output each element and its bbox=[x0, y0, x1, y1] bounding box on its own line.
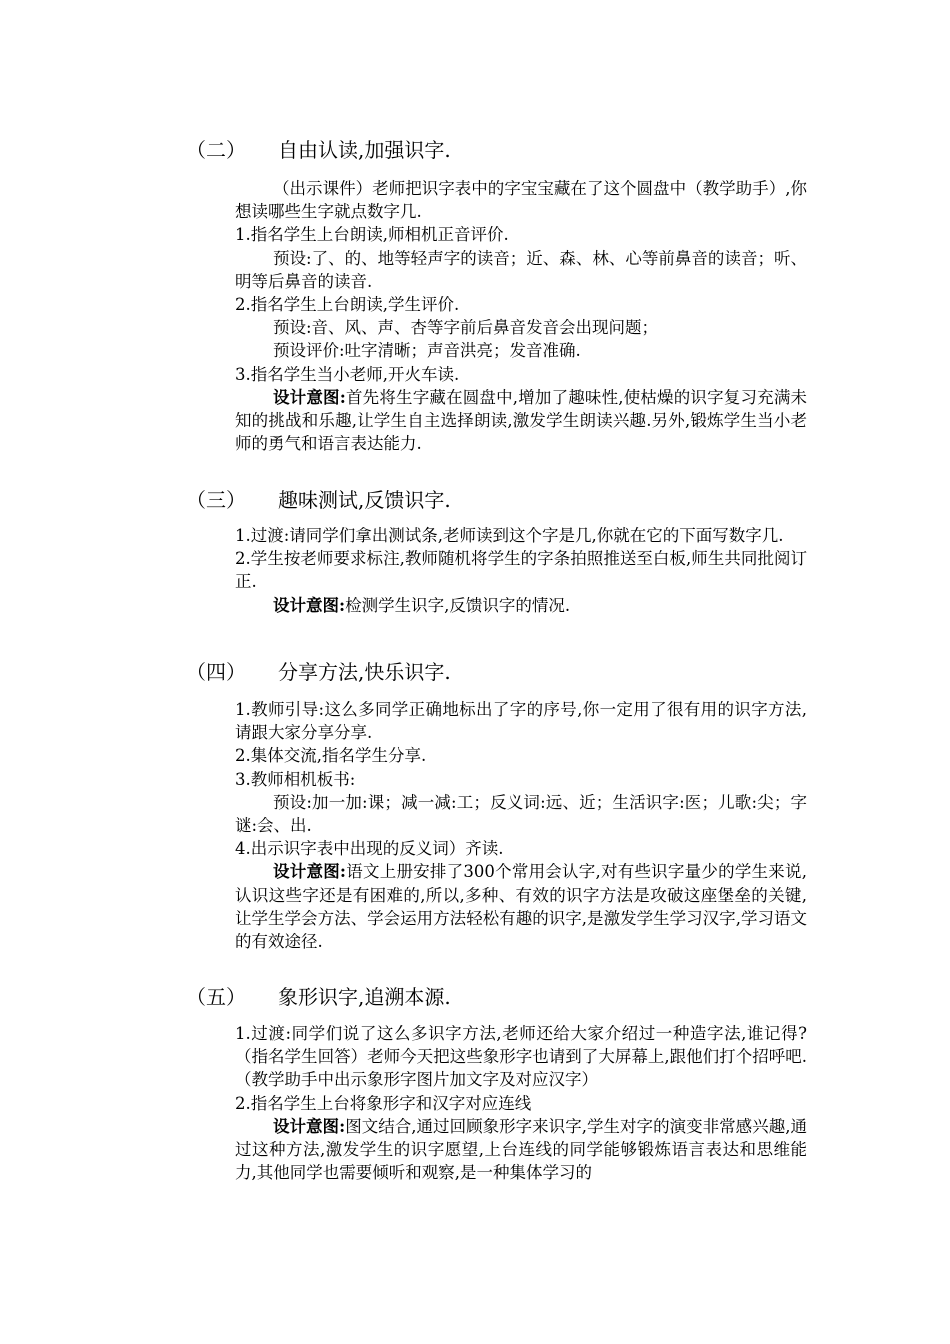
paragraph-text: 1.过渡:同学们说了这么多识字方法,老师还给大家介绍过一种造字法,谁记得?（指名学生回答）老师今天把这些象形字也请到了大屏幕上,跟他们打个招呼吧.（教学助手中出示象形字图片加文字及对应汉字） bbox=[235, 1024, 807, 1090]
paragraph-text: 图文结合,通过回顾象形字来识字,学生对字的演变非常感兴趣,通过这种方法,激发学生的识字愿望,上台连线的同学能够锻炼语言表达和思维能力,其他同学也需要倾听和观察,是一种集体学习的 bbox=[235, 1116, 807, 1183]
paragraph bbox=[235, 339, 807, 362]
paragraph-text: （出示课件）老师把识字表中的字宝宝藏在了这个圆盘中（教学助手）,你想读哪些生字就点数字几. bbox=[235, 179, 807, 222]
paragraph bbox=[235, 316, 807, 339]
paragraph bbox=[235, 363, 807, 386]
design-intent-paragraph bbox=[235, 1115, 807, 1185]
section-body bbox=[235, 698, 807, 953]
paragraph bbox=[235, 247, 807, 293]
paragraph-text: 2.指名学生上台将象形字和汉字对应连线 bbox=[235, 1093, 532, 1113]
paragraph-text: 1.教师引导:这么多同学正确地标出了字的序号,你一定用了很有用的识字方法,请跟大家分享分享. bbox=[235, 700, 807, 743]
section-number: （三） bbox=[186, 488, 246, 512]
paragraph bbox=[235, 1022, 807, 1092]
paragraph-text: 2.指名学生上台朗读,学生评价. bbox=[235, 295, 460, 315]
section-number: （二） bbox=[186, 138, 246, 162]
section-number: （四） bbox=[186, 660, 246, 684]
paragraph-text: 4.出示识字表中出现的反义词）齐读. bbox=[235, 839, 504, 859]
design-intent-label: 设计意图: bbox=[273, 595, 346, 615]
paragraph-text: 首先将生字藏在圆盘中,增加了趣味性,使枯燥的识字复习充满未知的挑战和乐趣,让学生自主选择朗读,激发学生朗读兴趣.另外,锻炼学生当小老师的勇气和语言表达能力. bbox=[235, 387, 807, 454]
paragraph bbox=[235, 293, 807, 316]
paragraph bbox=[235, 837, 807, 860]
paragraph bbox=[235, 547, 807, 593]
section-body bbox=[235, 524, 807, 617]
paragraph-text: 预设:了、的、地等轻声字的读音；近、森、林、心等前鼻音的读音；听、明等后鼻音的读音. bbox=[235, 248, 807, 291]
section-heading bbox=[186, 659, 451, 685]
section-heading bbox=[186, 137, 451, 163]
paragraph bbox=[235, 698, 807, 744]
design-intent-label: 设计意图: bbox=[273, 387, 346, 407]
paragraph bbox=[235, 223, 807, 246]
section-title: 自由认读,加强识字. bbox=[278, 138, 451, 162]
section-title: 趣味测试,反馈识字. bbox=[278, 488, 451, 512]
paragraph-text: 预设:加一加:课；减一减:工；反义词:远、近；生活识字:医；儿歌:尖；字谜:会、出. bbox=[235, 792, 807, 836]
paragraph-text: 预设:音、风、声、杏等字前后鼻音发音会出现问题； bbox=[273, 318, 659, 338]
section-body bbox=[235, 177, 807, 455]
design-intent-label: 设计意图: bbox=[273, 1116, 346, 1136]
paragraph bbox=[235, 524, 807, 547]
paragraph bbox=[235, 177, 807, 223]
paragraph-text: 3.指名学生当小老师,开火车读. bbox=[235, 364, 460, 384]
paragraph-text: 2.集体交流,指名学生分享. bbox=[235, 746, 427, 766]
paragraph-text: 检测学生识字,反馈识字的情况. bbox=[345, 595, 571, 615]
paragraph bbox=[235, 768, 807, 791]
section-body bbox=[235, 1022, 807, 1184]
section-title: 分享方法,快乐识字. bbox=[278, 660, 451, 684]
design-intent-paragraph bbox=[235, 386, 807, 456]
paragraph bbox=[235, 791, 807, 837]
design-intent-paragraph bbox=[235, 860, 807, 953]
paragraph-text: 语文上册安排了300个常用会认字,对有些识字量少的学生来说,认识这些字还是有困难的,所以,多种、有效的识字方法是攻破这座堡垒的关键,让学生学会方法、学会运用方法轻松有趣的识字,是激发学生学习汉字,学习语文的有效途径. bbox=[235, 862, 808, 952]
paragraph bbox=[235, 1092, 807, 1115]
paragraph-text: 2.学生按老师要求标注,教师随机将学生的字条拍照推送至白板,师生共同批阅订正. bbox=[235, 549, 807, 592]
paragraph bbox=[235, 744, 807, 767]
section-title: 象形识字,追溯本源. bbox=[278, 985, 451, 1009]
paragraph-text: 预设评价:吐字清晰；声音洪亮；发音准确. bbox=[273, 341, 581, 361]
section-heading bbox=[186, 487, 451, 513]
section-heading bbox=[186, 984, 451, 1010]
section-number: （五） bbox=[186, 985, 246, 1009]
design-intent-paragraph bbox=[235, 594, 807, 617]
paragraph-text: 1.过渡:请同学们拿出测试条,老师读到这个字是几,你就在它的下面写数字几. bbox=[235, 526, 784, 545]
paragraph-text: 3.教师相机板书: bbox=[235, 769, 356, 789]
design-intent-label: 设计意图: bbox=[273, 862, 347, 882]
paragraph-text: 1.指名学生上台朗读,师相机正音评价. bbox=[235, 225, 509, 245]
